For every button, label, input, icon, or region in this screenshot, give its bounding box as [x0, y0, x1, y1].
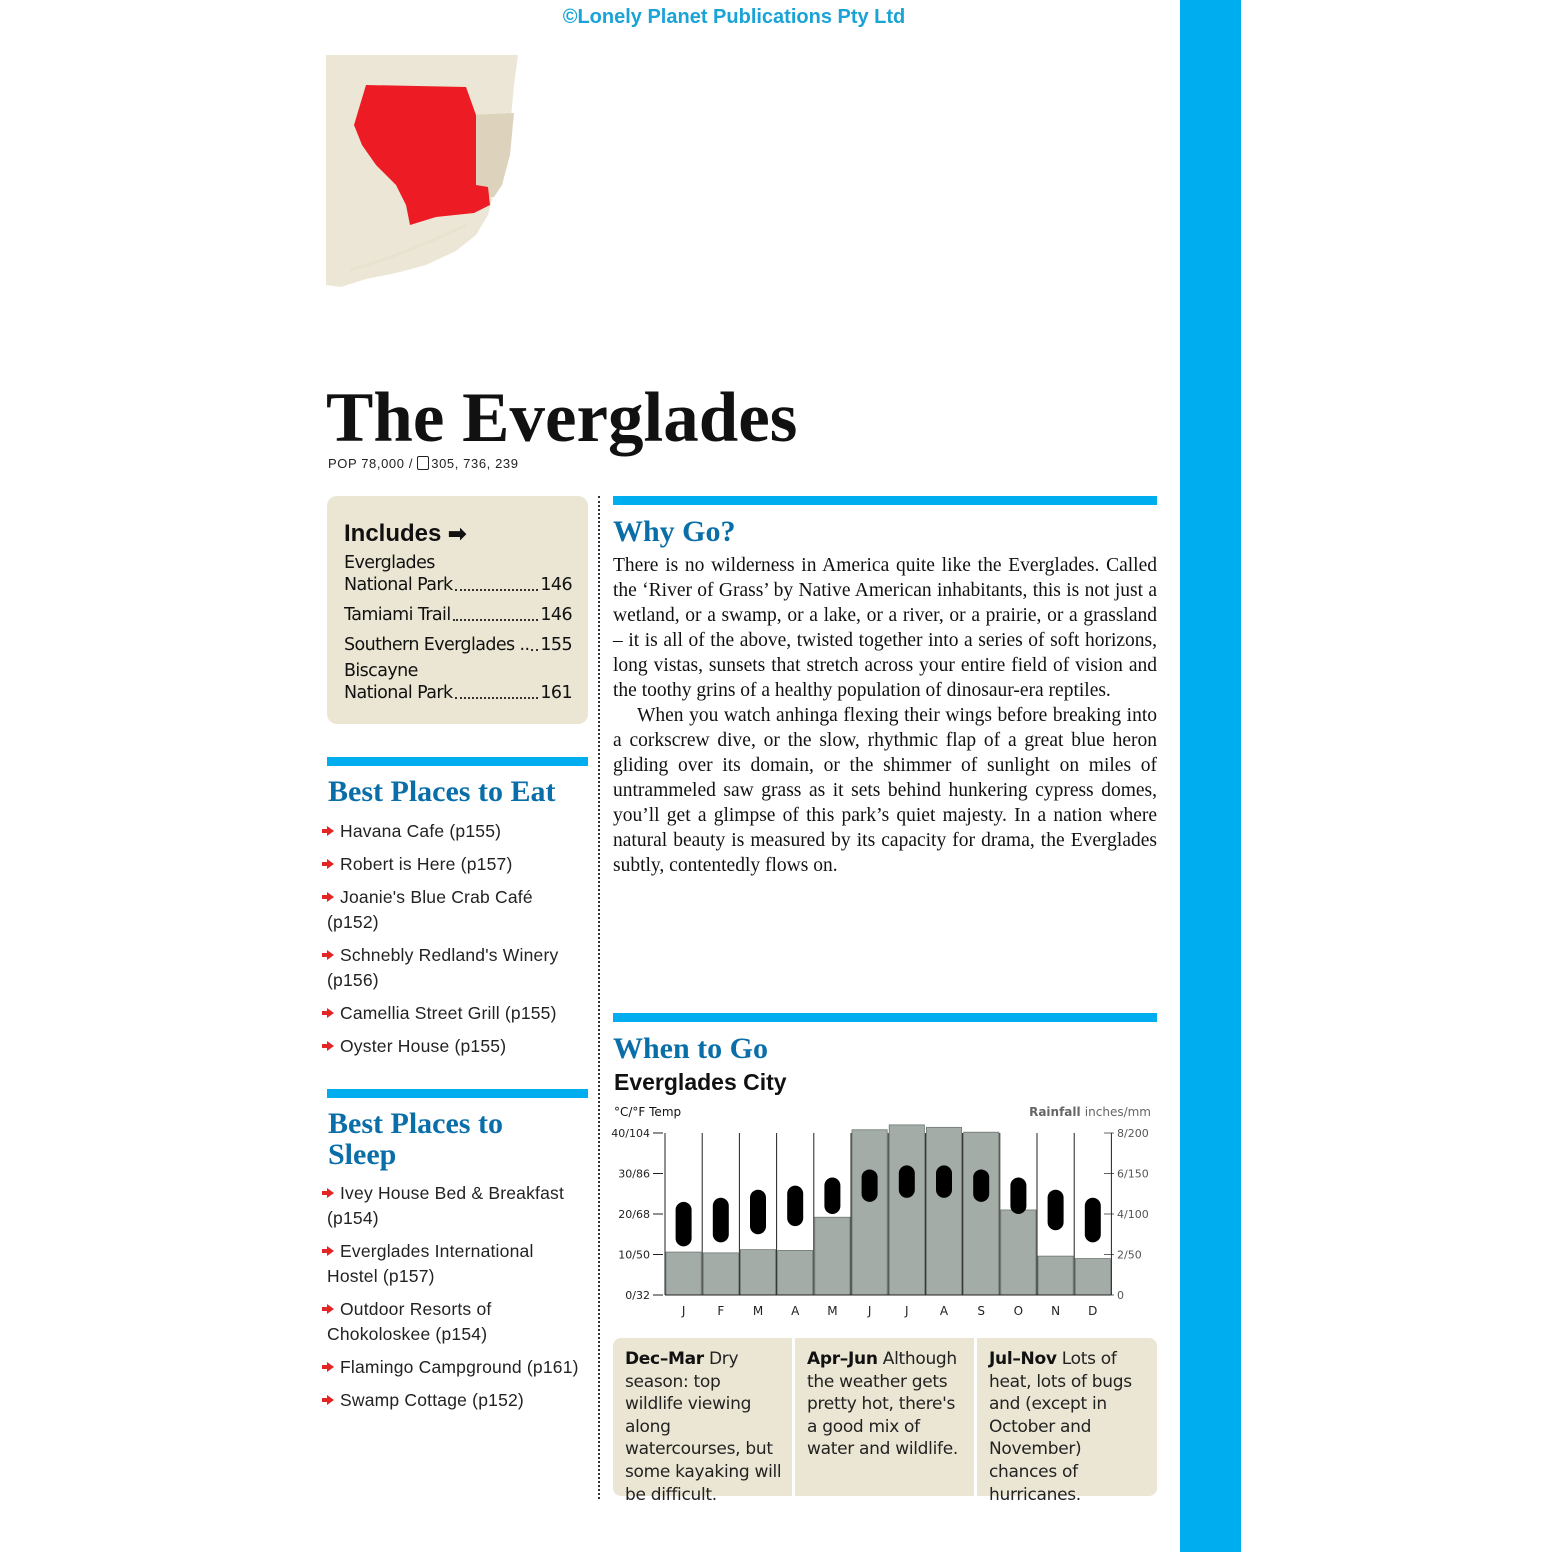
eat-list — [327, 819, 589, 1067]
list-item — [327, 943, 589, 993]
includes-item — [344, 634, 572, 656]
list-item — [327, 1034, 589, 1059]
temperature-range — [824, 1178, 840, 1214]
rainfall-bar — [852, 1130, 887, 1295]
rainfall-bar — [666, 1252, 701, 1295]
arrow-right-icon: ➡ — [448, 521, 467, 546]
month-label: M — [827, 1304, 838, 1318]
month-label: F — [717, 1304, 725, 1318]
area-codes: 305, 736, 239 — [431, 456, 519, 471]
month-label: N — [1051, 1304, 1061, 1318]
includes-item-page: 146 — [540, 575, 572, 595]
month-label: S — [977, 1304, 986, 1318]
includes-item-first-line: Biscayne — [344, 661, 418, 681]
why-go-paragraph: When you watch anhinga flexing their wings before breaking into a corkscrew dive, or the slow, rhythmic flap of a great blue heron gliding over its domain, or the shimmer of sunlight on miles of untrammeled saw grass as it sets behind hunkering cypress domes, you’ll get a glimpse of this park’s quiet majesty. In a nation where natural beauty is measured by its capacity for drama, the Everglades subtly, contentedly flows on. — [613, 705, 1157, 876]
includes-item — [344, 552, 572, 596]
list-item-text: Outdoor Resorts of Chokoloskee (p154) — [327, 1299, 492, 1344]
rain-tick-label: 2/50 — [1117, 1248, 1142, 1262]
temp-tick-label: 10/50 — [618, 1248, 650, 1262]
temperature-range — [899, 1165, 915, 1197]
list-item — [327, 885, 589, 935]
temp-axis-title: °C/°F Temp — [614, 1105, 682, 1119]
list-item-text: Camellia Street Grill (p155) — [340, 1003, 557, 1023]
list-item-text: Schnebly Redland's Winery (p156) — [327, 945, 559, 990]
month-label: D — [1088, 1304, 1098, 1318]
sleep-list — [327, 1181, 589, 1421]
temperature-range — [1010, 1178, 1026, 1214]
copyright-line: ©Lonely Planet Publications Pty Ltd — [562, 6, 906, 28]
month-label: M — [752, 1304, 764, 1318]
month-label: A — [939, 1304, 949, 1318]
includes-item-first-line: Everglades — [344, 553, 435, 573]
eat-heading: Best Places to Eat — [328, 775, 556, 808]
month-label: J — [681, 1304, 686, 1318]
section-bar-why — [613, 496, 1157, 505]
red-arrow-icon — [327, 1304, 334, 1314]
rain-tick-label: 4/100 — [1117, 1208, 1149, 1221]
red-arrow-icon — [327, 1008, 334, 1018]
temp-tick-label: 30/86 — [618, 1167, 650, 1181]
list-item — [327, 1181, 589, 1231]
population-and-phone — [328, 456, 519, 471]
when-to-go-heading: When to Go — [613, 1032, 769, 1065]
climate-city: Everglades City — [614, 1069, 787, 1095]
temp-tick-label: 0/32 — [625, 1289, 650, 1302]
includes-box — [327, 496, 588, 724]
includes-item-name: National Park — [344, 575, 453, 595]
temperature-range — [973, 1169, 989, 1201]
page-title: The Everglades — [326, 379, 798, 457]
rainfall-bar — [778, 1250, 813, 1295]
includes-item — [344, 604, 572, 626]
rainfall-bar — [1075, 1259, 1110, 1295]
list-item — [327, 852, 589, 877]
list-item-text: Flamingo Campground (p161) — [340, 1357, 579, 1377]
red-arrow-icon — [327, 892, 334, 902]
season-box-dec-mar: Dec–Mar Dry season: top wildlife viewing along watercourses, but some kayaking will be difficult. — [613, 1338, 792, 1496]
temperature-range — [936, 1165, 952, 1197]
list-item-text: Everglades International Hostel (p157) — [327, 1241, 534, 1286]
season-box-jul-nov: Jul–Nov Lots of heat, lots of bugs and (except in October and November) chances of hurricanes. — [977, 1338, 1157, 1496]
includes-item-page: 161 — [540, 683, 572, 703]
column-divider — [598, 496, 600, 1499]
red-arrow-icon — [327, 1188, 334, 1198]
red-arrow-icon — [327, 826, 334, 836]
list-item — [327, 819, 589, 844]
includes-item — [344, 660, 572, 704]
rainfall-bar — [1001, 1210, 1036, 1295]
rain-tick-label: 6/150 — [1117, 1167, 1149, 1181]
includes-list — [344, 552, 572, 704]
rainfall-bar — [1038, 1256, 1073, 1295]
section-bar-when — [613, 1013, 1157, 1022]
list-item-text: Havana Cafe (p155) — [340, 821, 502, 841]
chapter-tab-strip — [1180, 0, 1241, 1552]
temperature-range — [1048, 1190, 1064, 1231]
includes-item-name: National Park — [344, 683, 453, 703]
rainfall-bar — [740, 1250, 775, 1295]
list-item — [327, 1297, 589, 1347]
rainfall-bar — [926, 1127, 961, 1295]
list-item-text: Oyster House (p155) — [340, 1036, 507, 1056]
rain-axis-title: Rainfall inches/mm — [1029, 1105, 1151, 1119]
includes-item-name: Southern Everglades .. — [344, 635, 530, 655]
rain-tick-label: 0 — [1117, 1289, 1124, 1302]
climate-chart — [610, 1100, 1160, 1330]
rainfall-bar — [703, 1253, 738, 1295]
includes-item-page: 155 — [540, 635, 572, 655]
leader-dots — [455, 589, 539, 591]
red-arrow-icon — [327, 1246, 334, 1256]
includes-heading: Includes ➡ — [344, 520, 467, 547]
leader-dots — [531, 649, 538, 651]
month-label: J — [867, 1304, 872, 1318]
sleep-heading: Best Places to Sleep — [328, 1107, 503, 1171]
leader-dots — [455, 697, 539, 699]
includes-item-name: Tamiami Trail — [344, 605, 451, 625]
list-item — [327, 1388, 589, 1413]
list-item-text: Joanie's Blue Crab Café (p152) — [327, 887, 533, 932]
separator: / — [408, 456, 414, 471]
rainfall-bar — [815, 1217, 850, 1295]
rainfall-bar — [964, 1132, 999, 1295]
locator-map — [326, 55, 526, 290]
red-arrow-icon — [327, 1041, 334, 1051]
includes-item-page: 146 — [540, 605, 572, 625]
temperature-range — [1085, 1198, 1101, 1243]
leader-dots — [453, 619, 539, 621]
month-label: O — [1013, 1304, 1024, 1318]
month-label: J — [905, 1304, 909, 1318]
list-item-text: Ivey House Bed & Breakfast (p154) — [327, 1183, 565, 1228]
month-label: A — [791, 1304, 800, 1318]
why-go-heading: Why Go? — [613, 515, 736, 548]
red-arrow-icon — [327, 950, 334, 960]
population-label: POP 78,000 — [328, 456, 405, 471]
rain-tick-label: 8/200 — [1117, 1127, 1149, 1140]
season-box-apr-jun: Apr–Jun Although the weather gets pretty hot, there's a good mix of water and wildlife. — [795, 1338, 974, 1496]
list-item — [327, 1001, 589, 1026]
list-item — [327, 1239, 589, 1289]
temperature-range — [750, 1190, 766, 1235]
list-item — [327, 1355, 589, 1380]
red-arrow-icon — [327, 1362, 334, 1372]
red-arrow-icon — [327, 1395, 334, 1405]
section-bar-sleep — [327, 1089, 588, 1098]
temperature-range — [713, 1198, 729, 1243]
why-go-text — [613, 553, 1157, 878]
section-bar-eat — [327, 757, 588, 766]
temp-tick-label: 20/68 — [618, 1208, 650, 1221]
why-go-paragraph: There is no wilderness in America quite like the Everglades. Called the ‘River of Grass’ by Native American inhabitants, this is not just a wetland, or a swamp, or a lake, or a river, or a prairie, or a grassland – it is all of the above, twisted together into a series of soft horizons, long vistas, sunsets that stretch across your entire field of vision and the toothy grins of a healthy population of dinosaur-era reptiles. — [613, 555, 1157, 701]
list-item-text: Robert is Here (p157) — [340, 854, 513, 874]
list-item-text: Swamp Cottage (p152) — [340, 1390, 524, 1410]
temperature-range — [676, 1202, 692, 1247]
rainfall-bar — [889, 1125, 924, 1295]
red-arrow-icon — [327, 859, 334, 869]
temperature-range — [862, 1169, 878, 1201]
temperature-range — [787, 1186, 803, 1227]
temp-tick-label: 40/104 — [611, 1127, 650, 1140]
phone-icon — [417, 456, 429, 470]
